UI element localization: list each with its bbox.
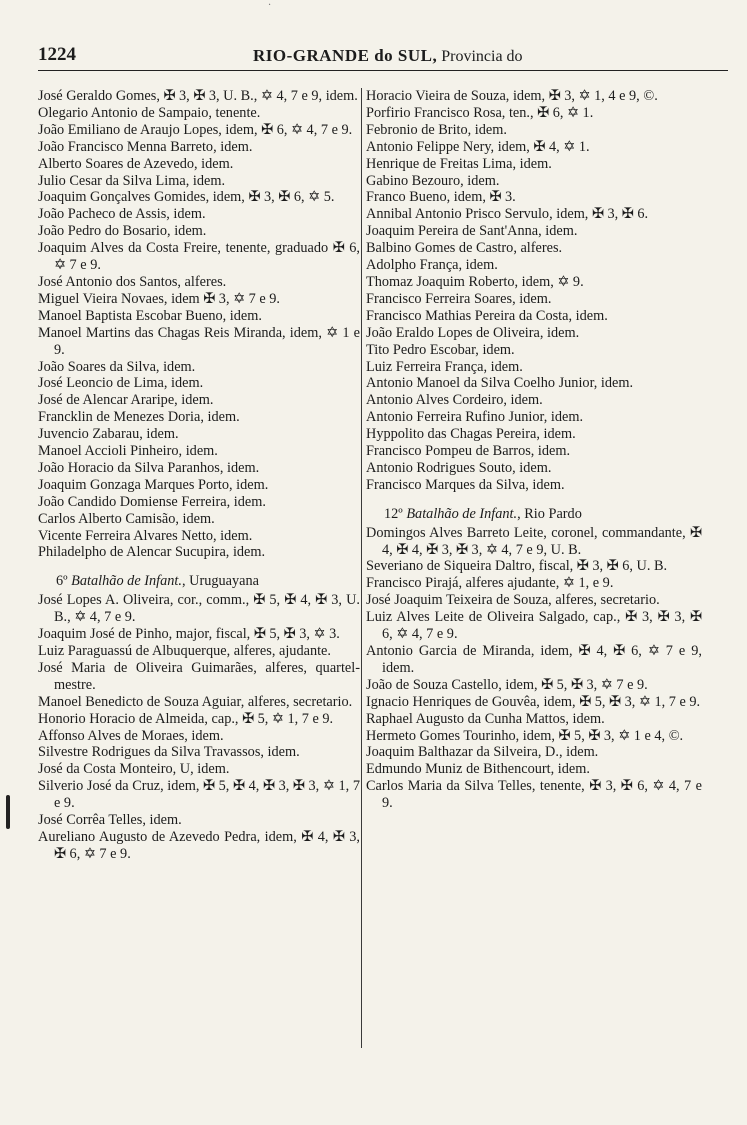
list-item: Manoel Baptista Escobar Bueno, idem. (38, 307, 262, 324)
right-section-place: , Rio Pardo (517, 505, 582, 522)
list-item: Franco Bueno, idem, ✠ 3. (366, 189, 516, 206)
list-item: Joaquim José de Pinho, major, fiscal, ✠ 5, ✠ 3, ✡ 3. (38, 626, 340, 643)
list-item: Julio Cesar da Silva Lima, idem. (38, 172, 226, 189)
left-column (38, 88, 360, 863)
list-item: Carlos Alberto Camisão, idem. (38, 510, 215, 527)
list-item: Hyppolito das Chagas Pereira, idem. (366, 426, 576, 443)
list-item: João Pacheco de Assis, idem. (38, 206, 206, 223)
list-item: Annibal Antonio Prisco Servulo, idem, ✠ 3, ✠ 6. (366, 206, 649, 223)
list-item: João Soares da Silva, idem. (38, 358, 196, 375)
left-entry-list (38, 88, 360, 561)
list-item: Luiz Paraguassú de Albuquerque, alferes, ajudante. (38, 643, 331, 659)
right-section-number: 12º (384, 505, 403, 522)
list-item: Raphael Augusto da Cunha Mattos, idem. (366, 710, 605, 727)
list-item: Francisco Pirajá, alferes ajudante, ✡ 1, e 9. (366, 575, 614, 592)
list-item: Miguel Vieira Novaes, idem ✠ 3, ✡ 7 e 9. (38, 290, 281, 307)
list-item: Antonio Alves Cordeiro, idem. (366, 392, 543, 409)
list-item: José Geraldo Gomes, ✠ 3, ✠ 3, U. B., ✡ 4, 7 e 9, idem. (38, 88, 358, 104)
list-item: Joaquim Balthazar da Silveira, D., idem. (366, 744, 599, 761)
list-item: Antonio Felippe Nery, idem, ✠ 4, ✡ 1. (366, 138, 590, 155)
list-item: João Francisco Menna Barreto, idem. (38, 138, 253, 155)
list-item: José de Alencar Araripe, idem. (38, 392, 214, 409)
list-item: Philadelpho de Alencar Sucupira, idem. (38, 544, 266, 561)
list-item: Francisco Marques da Silva, idem. (366, 476, 565, 493)
list-item: Francklin de Menezes Doria, idem. (38, 409, 240, 426)
left-section-place: , Uruguayana (181, 573, 259, 590)
right-column (366, 88, 702, 812)
page-header (38, 44, 728, 71)
list-item: Tito Pedro Escobar, idem. (366, 341, 515, 358)
list-item: Francisco Mathias Pereira da Costa, idem. (366, 307, 608, 324)
list-item: Thomaz Joaquim Roberto, idem, ✡ 9. (366, 273, 584, 290)
list-item: Joaquim Gonzaga Marques Porto, idem. (38, 476, 269, 493)
list-item: Manoel Martins das Chagas Reis Miranda, idem, ✡ 1 e 9. (38, 324, 360, 358)
list-item: Porfirio Francisco Rosa, ten., ✠ 6, ✡ 1. (366, 104, 594, 121)
list-item: José Antonio dos Santos, alferes. (38, 273, 227, 290)
list-item: João Pedro do Bosario, idem. (38, 223, 207, 240)
list-item: Ignacio Henriques de Gouvêa, idem, ✠ 5, ✠ 3, ✡ 1, 7 e 9. (366, 693, 701, 710)
list-item: José da Costa Monteiro, U, idem. (38, 761, 230, 778)
list-item: Adolpho França, idem. (366, 257, 498, 274)
column-divider (361, 88, 362, 1048)
list-item: Juvencio Zabarau, idem. (38, 426, 179, 443)
list-item: Joaquim Gonçalves Gomides, idem, ✠ 3, ✠ 6, ✡ 5. (38, 189, 335, 206)
list-item: Severiano de Siqueira Daltro, fiscal, ✠ 3, ✠ 6, U. B. (366, 558, 668, 575)
list-item: Luiz Ferreira França, idem. (366, 358, 523, 375)
list-item: Hermeto Gomes Tourinho, idem, ✠ 5, ✠ 3, ✡ 1 e 4, ©. (366, 727, 684, 744)
list-item: José Maria de Oliveira Guimarães, alferes, quartel-mestre. (38, 659, 360, 693)
list-item: Silvestre Rodrigues da Silva Travassos, idem. (38, 744, 300, 761)
list-item: Antonio Garcia de Miranda, idem, ✠ 4, ✠ 6, ✡ 7 e 9, idem. (366, 643, 702, 676)
list-item: Francisco Ferreira Soares, idem. (366, 290, 552, 307)
list-item: Olegario Antonio de Sampaio, tenente. (38, 104, 261, 121)
left-section-name: Batalhão de Infant. (71, 573, 182, 590)
left-section-number: 6º (56, 573, 68, 590)
list-item: José Joaquim Teixeira de Souza, alferes, secretario. (366, 592, 660, 609)
list-item: Manoel Accioli Pinheiro, idem. (38, 443, 218, 460)
right-section-entry-list (366, 525, 702, 812)
list-item: Carlos Maria da Silva Telles, tenente, ✠ 3, ✠ 6, ✡ 4, 7 e 9. (366, 778, 702, 812)
top-speck: · (268, 0, 272, 11)
list-item: José Leoncio de Lima, idem. (38, 375, 204, 392)
list-item: Henrique de Freitas Lima, idem. (366, 155, 552, 172)
right-entry-list (366, 88, 702, 494)
list-item: José Corrêa Telles, idem. (38, 812, 182, 829)
list-item: Luiz Alves Leite de Oliveira Salgado, cap., ✠ 3, ✠ 3, ✠ 6, ✡ 4, 7 e 9. (366, 609, 702, 643)
list-item: Alberto Soares de Azevedo, idem. (38, 155, 234, 172)
list-item: Domingos Alves Barreto Leite, coronel, commandante, ✠ 4, ✠ 4, ✠ 3, ✠ 3, ✡ 4, 7 e 9, U. B. (366, 524, 702, 558)
margin-mark (6, 795, 10, 829)
list-item: João Candido Domiense Ferreira, idem. (38, 493, 266, 510)
list-item: Honorio Horacio de Almeida, cap., ✠ 5, ✡ 1, 7 e 9. (38, 710, 334, 727)
list-item: Antonio Rodrigues Souto, idem. (366, 459, 552, 476)
list-item: João Eraldo Lopes de Oliveira, idem. (366, 324, 580, 341)
left-section-heading (38, 573, 360, 590)
list-item: Joaquim Alves da Costa Freire, tenente, graduado ✠ 6, ✡ 7 e 9. (38, 240, 360, 274)
page-number: 1224 (38, 44, 76, 65)
list-item: Joaquim Pereira de Sant'Anna, idem. (366, 223, 578, 240)
list-item: Balbino Gomes de Castro, alferes. (366, 240, 563, 257)
list-item: João de Souza Castello, idem, ✠ 5, ✠ 3, ✡ 7 e 9. (366, 676, 648, 693)
list-item: Affonso Alves de Moraes, idem. (38, 727, 224, 744)
right-section-name: Batalhão de Infant. (406, 505, 518, 522)
list-item: Francisco Pompeu de Barros, idem. (366, 443, 571, 460)
list-item: José Lopes A. Oliveira, cor., comm., ✠ 5, ✠ 4, ✠ 3, U. B., ✡ 4, 7 e 9. (38, 592, 360, 626)
list-item: Gabino Bezouro, idem. (366, 172, 500, 189)
left-section-entry-list (38, 592, 360, 863)
list-item: Vicente Ferreira Alvares Netto, idem. (38, 527, 253, 544)
list-item: João Horacio da Silva Paranhos, idem. (38, 459, 260, 476)
list-item: Antonio Ferreira Rufino Junior, idem. (366, 409, 584, 426)
right-section-heading (366, 506, 702, 523)
list-item: João Emiliano de Araujo Lopes, idem, ✠ 6, ✡ 4, 7 e 9. (38, 121, 353, 138)
list-item: Silverio José da Cruz, idem, ✠ 5, ✠ 4, ✠ 3, ✠ 3, ✡ 1, 7 e 9. (38, 778, 360, 812)
list-item: Antonio Manoel da Silva Coelho Junior, idem. (366, 375, 634, 392)
running-title-rest: Provincia do (437, 48, 523, 65)
list-item: Aureliano Augusto de Azevedo Pedra, idem, ✠ 4, ✠ 3, ✠ 6, ✡ 7 e 9. (38, 828, 360, 862)
list-item: Febronio de Brito, idem. (366, 121, 507, 138)
list-item: Edmundo Muniz de Bithencourt, idem. (366, 761, 590, 778)
list-item: Horacio Vieira de Souza, idem, ✠ 3, ✡ 1, 4 e 9, ©. (366, 88, 658, 104)
list-item: Manoel Benedicto de Souza Aguiar, alferes, secretario. (38, 693, 353, 710)
running-title (253, 46, 523, 66)
running-title-bold: RIO-GRANDE do SUL, (253, 46, 438, 65)
